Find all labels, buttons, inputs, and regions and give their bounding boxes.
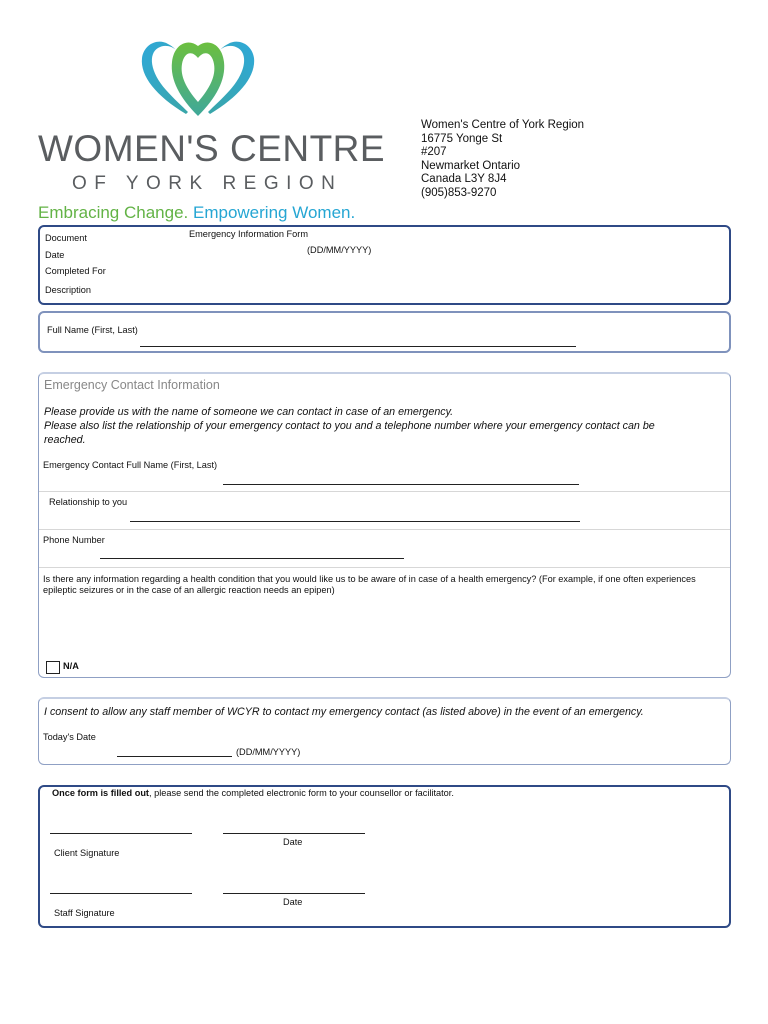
instructions-line2: Please also list the relationship of your emergency contact to you and a telephone number where your emergency contact can be [44,420,655,432]
document-value[interactable]: Emergency Information Form [189,229,308,239]
health-question-line1: Is there any information regarding a health condition that you would like us to be aware of in case of a health emergency? (For example, if one often experiences [43,574,696,584]
client-date-field[interactable] [223,833,365,834]
logo-tagline [38,203,355,223]
postal: Canada L3Y 8J4 [421,173,507,186]
unit: #207 [421,146,447,159]
full-name-label: Full Name (First, Last) [47,325,138,335]
document-label: Document [45,233,87,243]
divider [39,567,730,568]
document-info-box [38,225,731,305]
org-name: Women's Centre of York Region [421,119,585,131]
signature-instruction [52,788,454,798]
client-signature-field[interactable] [50,833,192,834]
na-checkbox[interactable] [46,661,60,674]
client-signature-label: Client Signature [54,848,120,858]
tagline-part2: Empowering Women. [193,203,356,222]
date-label: Date [45,250,65,260]
date-format-hint: (DD/MM/YYYY) [307,245,372,255]
completed-for-label: Completed For [45,266,106,276]
signature-box [38,785,731,928]
todays-date-format: (DD/MM/YYYY) [236,747,301,757]
tagline-part1: Embracing Change. [38,203,189,222]
client-date-label: Date [283,837,303,847]
contact-name-field[interactable] [223,484,579,485]
contact-name-label: Emergency Contact Full Name (First, Last) [43,460,218,470]
staff-signature-field[interactable] [50,893,192,894]
logo-hearts-icon [136,36,260,122]
street: 16775 Yonge St [421,132,503,145]
health-question-line2: epileptic seizures or in the case of an allergic reaction needs an epipen) [43,585,335,595]
divider [39,529,730,530]
phone-field[interactable] [100,558,404,559]
staff-date-field[interactable] [223,893,365,894]
relationship-label: Relationship to you [49,497,128,507]
instruction-bold: Once form is filled out [52,788,149,798]
emergency-section-title: Emergency Contact Information [44,378,220,392]
description-label: Description [45,285,91,295]
logo-subtitle: OF YORK REGION [72,173,343,194]
health-question [43,574,696,596]
full-name-field[interactable] [140,346,576,347]
phone: (905)853-9270 [421,186,497,199]
instructions-line1: Please provide us with the name of someone we can contact in case of an emergency. [44,406,454,418]
todays-date-field[interactable] [117,756,232,757]
phone-label: Phone Number [43,535,105,545]
relationship-field[interactable] [130,521,580,522]
staff-signature-label: Staff Signature [54,908,115,918]
city: Newmarket Ontario [421,159,521,172]
address-block [421,119,584,201]
consent-statement: I consent to allow any staff member of WCYR to contact my emergency contact (as listed above) in the event of an emergency. [44,706,644,718]
instruction-rest: , please send the completed electronic form to your counsellor or facilitator. [149,788,454,798]
emergency-instructions [44,405,724,447]
na-label: N/A [63,661,79,671]
instructions-line3: reached. [44,434,86,446]
staff-date-label: Date [283,897,303,907]
divider [39,491,730,492]
todays-date-label: Today's Date [43,732,96,742]
logo-title: WOMEN'S CENTRE [38,128,386,169]
